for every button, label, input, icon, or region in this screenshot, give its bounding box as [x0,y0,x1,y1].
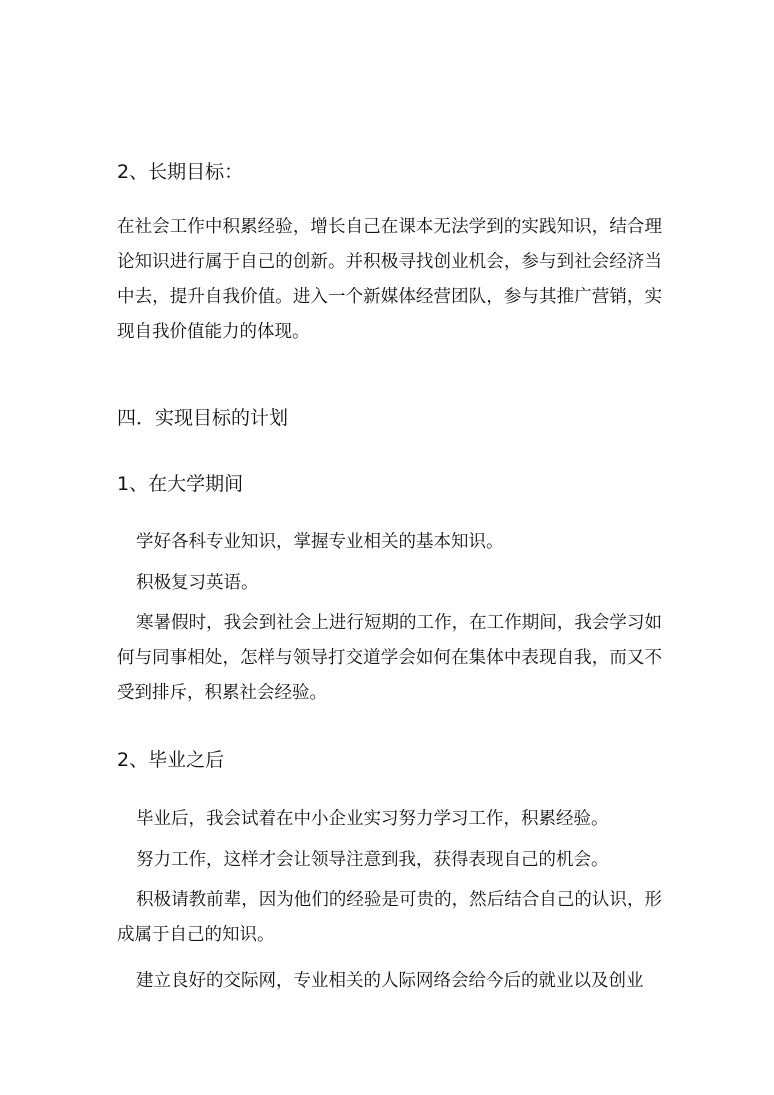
paragraph-network: 建立良好的交际网，专业相关的人际网络会给今后的就业以及创业 [136,971,644,991]
heading-during-university: 1、在大学期间 [117,473,244,495]
paragraph-long-term-goal: 在社会工作中积累经验，增长自己在课本无法学到的实践知识，结合理论知识进行属于自己的创新。并积极寻找创业机会，参与到社会经济当中去，提升自我价值。进入一个新媒体经营团队，参与其推广营销，实现自我价值能力的体现。 [117,217,662,342]
paragraph-summer-work: 寒暑假时，我会到社会上进行短期的工作，在工作期间，我会学习如何与同事相处，怎样与领导打交道学会如何在集体中表现自我，而又不受到排斥，积累社会经验。 [117,613,662,703]
paragraph-review-english: 积极复习英语。 [136,573,259,593]
paragraph-work-hard: 努力工作，这样才会让领导注意到我，获得表现自己的机会。 [136,850,609,870]
paragraph-consult-seniors: 积极请教前辈，因为他们的经验是可贵的，然后结合自己的认识，形成属于自己的知识。 [117,890,662,945]
heading-section-four: 四．实现目标的计划 [117,407,289,429]
heading-long-term-goal: 2、长期目标： [117,161,244,183]
paragraph-study-courses: 学好各科专业知识，掌握专业相关的基本知识。 [136,532,504,552]
heading-after-graduation: 2、毕业之后 [117,749,225,771]
paragraph-internship: 毕业后，我会试着在中小企业实习努力学习工作，积累经验。 [136,809,609,829]
